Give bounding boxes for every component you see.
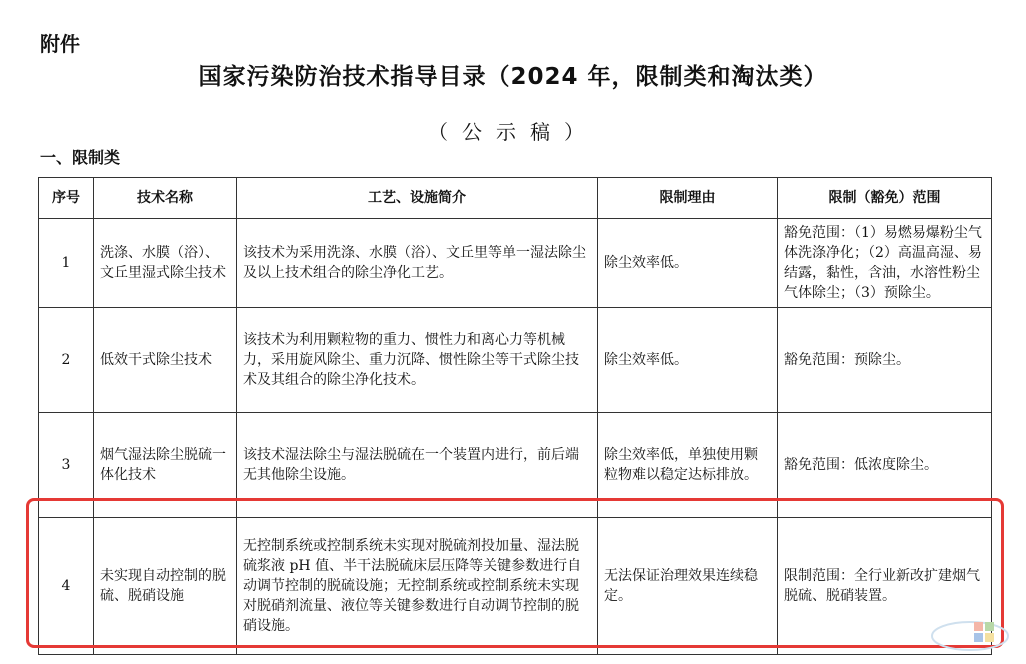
- technology-catalog-table: [38, 177, 992, 655]
- cell-scope: 豁免范围：（1）易燃易爆粉尘气体洗涤净化；（2）高温高湿、易结露，黏性，含油，水溶性粉尘气体除尘；（3）预除尘。: [778, 219, 992, 308]
- table-row: [39, 219, 992, 308]
- table-row: [39, 308, 992, 413]
- column-header-reason: 限制理由: [598, 178, 778, 219]
- cell-reason: 除尘效率低。: [598, 219, 778, 308]
- section-heading: 一、限制类: [40, 148, 121, 167]
- column-header-intro: 工艺、设施简介: [237, 178, 598, 219]
- cell-no: 4: [39, 518, 94, 655]
- cell-reason: 除尘效率低。: [598, 308, 778, 413]
- cell-intro: 该技术湿法除尘与湿法脱硫在一个装置内进行，前后端无其他除尘设施。: [237, 413, 598, 518]
- table-header-row: [39, 178, 992, 219]
- cell-scope: 豁免范围：低浓度除尘。: [778, 413, 992, 518]
- cell-name: 未实现自动控制的脱硫、脱硝设施: [94, 518, 237, 655]
- cell-intro: 无控制系统或控制系统未实现对脱硫剂投加量、湿法脱硫浆液 pH 值、半干法脱硫床层压降等关键参数进行自动调节控制的脱硫设施；无控制系统或控制系统未实现对脱硝剂流量、液位等关键参数进行自动调节控制的脱硝设施。: [237, 518, 598, 655]
- table-row: [39, 413, 992, 518]
- column-header-no: 序号: [39, 178, 94, 219]
- page-subtitle: （公示稿）: [428, 120, 598, 144]
- attachment-label: 附件: [40, 32, 80, 56]
- column-header-name: 技术名称: [94, 178, 237, 219]
- cell-no: 2: [39, 308, 94, 413]
- cell-no: 1: [39, 219, 94, 308]
- cell-name: 低效干式除尘技术: [94, 308, 237, 413]
- page-title: 国家污染防治技术指导目录（2024 年，限制类和淘汰类）: [198, 64, 828, 90]
- site-logo-icon: [930, 606, 1016, 656]
- cell-name: 洗涤、水膜（浴）、文丘里湿式除尘技术: [94, 219, 237, 308]
- column-header-scope: 限制（豁免）范围: [778, 178, 992, 219]
- cell-reason: 除尘效率低，单独使用颗粒物难以稳定达标排放。: [598, 413, 778, 518]
- cell-scope: 豁免范围：预除尘。: [778, 308, 992, 413]
- cell-no: 3: [39, 413, 94, 518]
- cell-intro: 该技术为采用洗涤、水膜（浴）、文丘里等单一湿法除尘及以上技术组合的除尘净化工艺。: [237, 219, 598, 308]
- table-row: [39, 518, 992, 655]
- cell-name: 烟气湿法除尘脱硫一体化技术: [94, 413, 237, 518]
- cell-intro: 该技术为利用颗粒物的重力、惯性力和离心力等机械力，采用旋风除尘、重力沉降、惯性除尘等干式除尘技术及其组合的除尘净化技术。: [237, 308, 598, 413]
- cell-reason: 无法保证治理效果连续稳定。: [598, 518, 778, 655]
- cell-scope: 限制范围：全行业新改扩建烟气脱硫、脱硝装置。: [778, 518, 992, 655]
